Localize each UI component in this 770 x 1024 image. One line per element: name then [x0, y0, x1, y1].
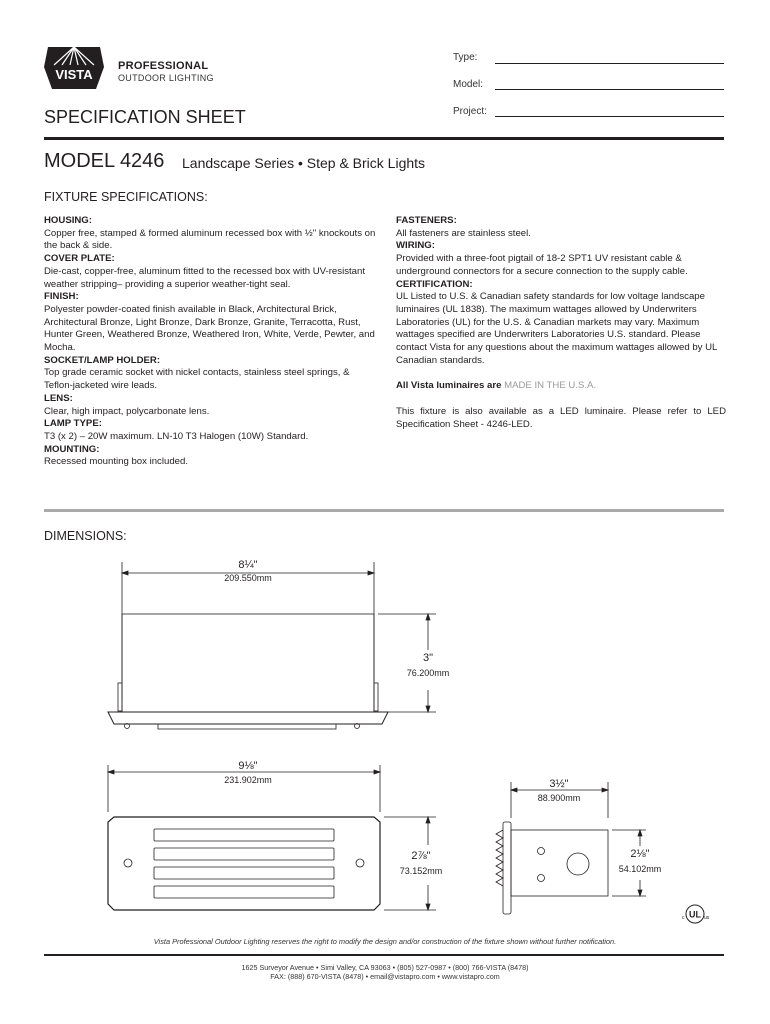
dim-depth-mm: 88.900mm	[537, 793, 581, 803]
spec-text: UL Listed to U.S. & Canadian safety standards for low voltage landscape luminaires (UL 1838). The maximum wattages allowed by Underwriters Laboratories (UL) for the U.S. & Canadian markets may vary. Maximum wattages specified are Underwriters Laboratories U.S. standard. Please contact Vista for any questions about the maximum wattages allowed by UL Canadian standards.	[396, 291, 718, 366]
fixture-specs-heading: FIXTURE SPECIFICATIONS:	[44, 190, 208, 204]
model-label: Model:	[453, 79, 484, 90]
spec-heading: LENS:	[44, 392, 73, 404]
spec-text: Provided with a three-foot pigtail of 18-2 SPT1 UV resistant cable & underground connectors for a secure connection to the supply cable.	[396, 253, 688, 277]
dim-box-height-mm: 54.102mm	[618, 864, 662, 874]
spec-heading: LAMP TYPE:	[44, 418, 102, 430]
model-number: MODEL 4246	[44, 150, 165, 172]
dim-front-height: 2⅞"	[411, 850, 431, 862]
dim-side-height: 3"	[422, 652, 434, 664]
footer-divider	[44, 954, 724, 956]
spec-heading: FINISH:	[44, 291, 79, 303]
spec-text: T3 (x 2) – 20W maximum. LN-10 T3 Halogen (10W) Standard.	[44, 430, 309, 442]
dim-depth: 3½"	[549, 778, 569, 790]
spec-text: Clear, high impact, polycarbonate lens.	[44, 405, 210, 417]
spec-heading: CERTIFICATION:	[396, 278, 473, 290]
dim-front-height-mm: 73.152mm	[399, 866, 443, 876]
svg-text:c: c	[682, 915, 685, 921]
spec-text: Polyester powder-coated finish available in Black, Architectural Brick, Architectural Bronze, Light Bronze, Dark Bronze, Granite, Terracotta, Rust, Hunter Green, Weathered Bronze, Weathered Iron, White, Verde, Pewter, and Mocha.	[44, 303, 375, 354]
ul-mark-text: UL	[689, 909, 701, 920]
made-usa: MADE IN THE U.S.A.	[504, 380, 597, 392]
spec-heading: HOUSING:	[44, 215, 92, 226]
spec-text: Die-cast, copper-free, aluminum fitted to the recessed box with UV-resistant weather stripping– providing a superior weather-tight seal.	[44, 265, 365, 290]
model-series: Landscape Series • Step & Brick Lights	[182, 155, 426, 171]
spec-heading: COVER PLATE:	[44, 253, 115, 265]
spec-heading: WIRING:	[396, 240, 435, 252]
ul-listed-icon	[680, 903, 710, 925]
spec-heading: MOUNTING:	[44, 443, 100, 455]
type-label: Type:	[453, 52, 478, 63]
address-line-1: 1625 Surveyor Avenue • Simi Valley, CA 93063 • (805) 527-0987 • (800) 766-VISTA (8478)	[241, 963, 529, 972]
address-line-2: FAX: (888) 670-VISTA (8478) • email@vistapro.com • www.vistapro.com	[270, 972, 500, 981]
project-label: Project:	[453, 106, 487, 117]
brand-subtitle: OUTDOOR LIGHTING	[118, 73, 214, 83]
spec-heading: FASTENERS:	[396, 215, 457, 226]
dimensions-heading: DIMENSIONS:	[44, 529, 127, 543]
disclaimer: Vista Professional Outdoor Lighting reserves the right to modify the design and/or construction of the fixture shown without further notification.	[153, 937, 617, 946]
spec-heading: SOCKET/LAMP HOLDER:	[44, 354, 161, 366]
spec-text: All fasteners are stainless steel.	[396, 227, 531, 239]
logo-text: VISTA	[55, 67, 93, 82]
led-note: This fixture is also available as a LED luminaire. Please refer to LED Specification Sheet - 4246-LED.	[396, 406, 726, 430]
brand-name: PROFESSIONAL	[118, 60, 209, 72]
dim-front-width-mm: 231.902mm	[224, 775, 272, 785]
dim-front-width: 9⅛"	[238, 760, 258, 772]
svg-text:us: us	[704, 915, 710, 921]
spec-text: Recessed mounting box included.	[44, 456, 188, 468]
page-title: SPECIFICATION SHEET	[44, 107, 246, 127]
spec-text: Top grade ceramic socket with nickel contacts, stainless steel springs, & Teflon-jacketed wire leads.	[44, 367, 350, 392]
dim-top-width: 8¼"	[238, 559, 258, 571]
dim-side-height-mm: 76.200mm	[406, 668, 450, 678]
made-prefix: All Vista luminaires are	[396, 380, 502, 392]
spec-text: Copper free, stamped & formed aluminum recessed box with ½" knockouts on the back & side.	[44, 227, 376, 252]
dim-box-height: 2⅛"	[630, 848, 650, 860]
dim-top-width-mm: 209.550mm	[224, 573, 272, 583]
